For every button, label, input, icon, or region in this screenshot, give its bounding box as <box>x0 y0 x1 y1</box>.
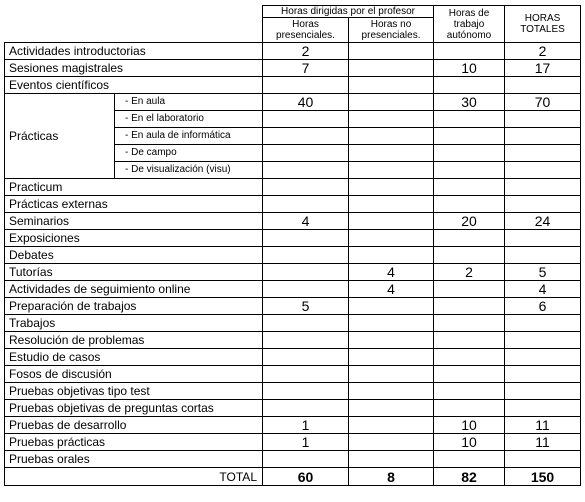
cell-trabajo <box>434 196 505 213</box>
cell-total: 24 <box>505 213 581 230</box>
cell-total: 4 <box>505 281 581 298</box>
cell-trabajo <box>434 77 505 94</box>
row-label: Preparación de trabajos <box>5 298 263 315</box>
table-row <box>5 94 581 111</box>
cell-total <box>505 145 581 162</box>
row-label: Tutorías <box>5 264 263 281</box>
cell-presenciales <box>263 366 349 383</box>
cell-trabajo: 10 <box>434 60 505 77</box>
table-row <box>5 281 581 298</box>
cell-no-presenciales <box>349 230 434 247</box>
cell-presenciales <box>263 145 349 162</box>
cell-total: 11 <box>505 417 581 434</box>
corner-blank <box>5 6 263 43</box>
cell-trabajo <box>434 383 505 400</box>
cell-trabajo <box>434 179 505 196</box>
cell-presenciales <box>263 315 349 332</box>
total-label: TOTAL <box>5 468 263 486</box>
table-row <box>5 315 581 332</box>
cell-no-presenciales <box>349 417 434 434</box>
cell-no-presenciales <box>349 179 434 196</box>
cell-no-presenciales: 4 <box>349 281 434 298</box>
row-label: Pruebas orales <box>5 451 263 468</box>
table-row <box>5 43 581 60</box>
cell-no-presenciales <box>349 77 434 94</box>
cell-no-presenciales <box>349 383 434 400</box>
cell-trabajo <box>434 43 505 60</box>
table-row <box>5 349 581 366</box>
row-label: Practicum <box>5 179 263 196</box>
cell-no-presenciales <box>349 213 434 230</box>
cell-total <box>505 196 581 213</box>
table-row <box>5 400 581 417</box>
cell-total <box>505 451 581 468</box>
practicas-sub-label: - De visualización (visu) <box>115 162 263 179</box>
cell-presenciales <box>263 196 349 213</box>
cell-total <box>505 247 581 264</box>
table-row <box>5 332 581 349</box>
table-row <box>5 213 581 230</box>
table-row <box>5 383 581 400</box>
table-row <box>5 60 581 77</box>
cell-trabajo <box>434 400 505 417</box>
table-row <box>5 264 581 281</box>
row-label: Actividades de seguimiento online <box>5 281 263 298</box>
cell-presenciales: 1 <box>263 417 349 434</box>
header-totales: HORAS TOTALES <box>505 6 581 43</box>
cell-trabajo: 30 <box>434 94 505 111</box>
row-label: Pruebas prácticas <box>5 434 263 451</box>
cell-no-presenciales <box>349 400 434 417</box>
cell-presenciales <box>263 400 349 417</box>
cell-presenciales <box>263 281 349 298</box>
table-row <box>5 179 581 196</box>
cell-presenciales <box>263 349 349 366</box>
cell-presenciales <box>263 77 349 94</box>
total-row <box>5 468 581 486</box>
table-row <box>5 366 581 383</box>
cell-presenciales <box>263 332 349 349</box>
total-presenciales: 60 <box>263 468 349 486</box>
cell-total: 70 <box>505 94 581 111</box>
cell-no-presenciales <box>349 332 434 349</box>
table-row <box>5 77 581 94</box>
cell-trabajo <box>434 162 505 179</box>
cell-trabajo <box>434 230 505 247</box>
cell-total <box>505 230 581 247</box>
cell-no-presenciales <box>349 366 434 383</box>
cell-no-presenciales <box>349 349 434 366</box>
practicas-sub-label: - En aula de informática <box>115 128 263 145</box>
cell-presenciales <box>263 383 349 400</box>
cell-trabajo: 2 <box>434 264 505 281</box>
row-label: Actividades introductorias <box>5 43 263 60</box>
cell-total <box>505 162 581 179</box>
cell-trabajo: 10 <box>434 434 505 451</box>
cell-total <box>505 77 581 94</box>
cell-no-presenciales <box>349 111 434 128</box>
header-trabajo: Horas de trabajo autónomo <box>434 6 505 43</box>
cell-no-presenciales <box>349 434 434 451</box>
practicas-sub-label: - En el laboratorio <box>115 111 263 128</box>
table-row <box>5 298 581 315</box>
cell-trabajo: 10 <box>434 417 505 434</box>
header-presenciales: Horas presenciales. <box>263 18 349 43</box>
cell-presenciales: 2 <box>263 43 349 60</box>
cell-presenciales: 1 <box>263 434 349 451</box>
cell-presenciales <box>263 451 349 468</box>
cell-presenciales: 4 <box>263 213 349 230</box>
header-no-presenciales: Horas no presenciales. <box>349 18 434 43</box>
row-label: Resolución de problemas <box>5 332 263 349</box>
row-label: Pruebas objetivas de preguntas cortas <box>5 400 263 417</box>
cell-trabajo <box>434 315 505 332</box>
table-row <box>5 434 581 451</box>
cell-trabajo <box>434 349 505 366</box>
hours-table <box>4 5 581 486</box>
cell-presenciales <box>263 247 349 264</box>
table-row <box>5 230 581 247</box>
cell-presenciales: 5 <box>263 298 349 315</box>
total-trabajo: 82 <box>434 468 505 486</box>
row-label: Debates <box>5 247 263 264</box>
cell-presenciales <box>263 179 349 196</box>
table-row <box>5 196 581 213</box>
cell-trabajo <box>434 332 505 349</box>
cell-no-presenciales <box>349 451 434 468</box>
row-label: Prácticas externas <box>5 196 263 213</box>
cell-total <box>505 128 581 145</box>
cell-total <box>505 383 581 400</box>
cell-total <box>505 315 581 332</box>
cell-total <box>505 179 581 196</box>
table-row <box>5 451 581 468</box>
cell-presenciales <box>263 264 349 281</box>
total-total: 150 <box>505 468 581 486</box>
cell-presenciales <box>263 111 349 128</box>
practicas-sub-label: - De campo <box>115 145 263 162</box>
cell-total: 5 <box>505 264 581 281</box>
cell-no-presenciales <box>349 315 434 332</box>
practicas-label: Prácticas <box>5 94 115 179</box>
cell-trabajo <box>434 111 505 128</box>
row-label: Seminarios <box>5 213 263 230</box>
cell-no-presenciales <box>349 128 434 145</box>
cell-total <box>505 332 581 349</box>
cell-trabajo <box>434 128 505 145</box>
cell-total: 6 <box>505 298 581 315</box>
cell-total <box>505 111 581 128</box>
table-row <box>5 417 581 434</box>
cell-total: 17 <box>505 60 581 77</box>
cell-total <box>505 366 581 383</box>
cell-no-presenciales <box>349 60 434 77</box>
cell-presenciales <box>263 128 349 145</box>
cell-no-presenciales <box>349 94 434 111</box>
row-label: Exposiciones <box>5 230 263 247</box>
cell-trabajo <box>434 451 505 468</box>
row-label: Estudio de casos <box>5 349 263 366</box>
cell-presenciales <box>263 162 349 179</box>
cell-total <box>505 400 581 417</box>
cell-no-presenciales <box>349 162 434 179</box>
cell-presenciales <box>263 230 349 247</box>
cell-total <box>505 349 581 366</box>
cell-trabajo: 20 <box>434 213 505 230</box>
cell-trabajo <box>434 366 505 383</box>
cell-trabajo <box>434 145 505 162</box>
cell-total: 2 <box>505 43 581 60</box>
row-label: Trabajos <box>5 315 263 332</box>
header-directed: Horas dirigidas por el profesor <box>263 6 434 18</box>
cell-no-presenciales <box>349 145 434 162</box>
cell-trabajo <box>434 281 505 298</box>
cell-trabajo <box>434 247 505 264</box>
cell-no-presenciales: 4 <box>349 264 434 281</box>
row-label: Pruebas objetivas tipo test <box>5 383 263 400</box>
cell-no-presenciales <box>349 247 434 264</box>
table-row <box>5 247 581 264</box>
cell-presenciales: 7 <box>263 60 349 77</box>
cell-total: 11 <box>505 434 581 451</box>
row-label: Fosos de discusión <box>5 366 263 383</box>
cell-no-presenciales <box>349 196 434 213</box>
cell-no-presenciales <box>349 43 434 60</box>
row-label: Pruebas de desarrollo <box>5 417 263 434</box>
row-label: Sesiones magistrales <box>5 60 263 77</box>
practicas-sub-label: - En aula <box>115 94 263 111</box>
cell-trabajo <box>434 298 505 315</box>
cell-no-presenciales <box>349 298 434 315</box>
cell-presenciales: 40 <box>263 94 349 111</box>
row-label: Eventos científicos <box>5 77 263 94</box>
total-no-presenciales: 8 <box>349 468 434 486</box>
